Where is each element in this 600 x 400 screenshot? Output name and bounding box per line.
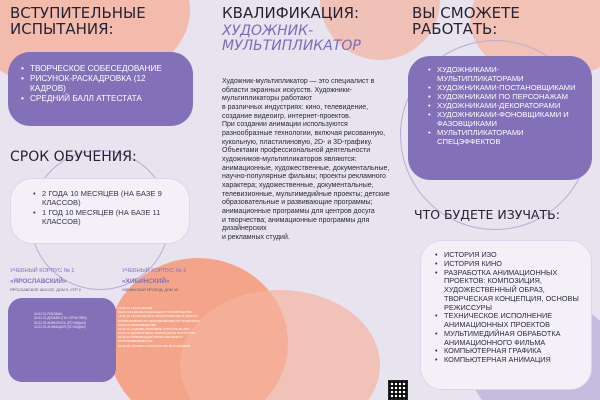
- study-duration-title: СРОК ОБУЧЕНИЯ:: [10, 149, 137, 165]
- qualification-title: КВАЛИФИКАЦИЯ:: [222, 4, 360, 22]
- study-subjects-card: [420, 240, 592, 390]
- entrance-exams-card: [8, 52, 193, 126]
- campus1-specialties: 42.02.01 РЕКЛАМА 54.02.01 ДИЗАЙН (ПО ОТРАСЛЯМ) 54.02.05 ЖИВОПИСЬ (ПО ВИДАМ) 42.02.02 АНИМАЦИЯ (ПО ВИДАМ): [34, 312, 87, 329]
- work-card: [408, 56, 592, 180]
- list-item: • ТЕХНИЧЕСКОЕ ИСПОЛНЕНИЕ АНИМАЦИОННЫХ ПРОЕКТОВ: [435, 312, 583, 330]
- entrance-exams-title: ВСТУПИТЕЛЬНЫЕ ИСПЫТАНИЯ:: [10, 4, 146, 38]
- list-item: • РАЗРАБОТКА АНИМАЦИОННЫХ ПРОЕКТОВ: КОМПОЗИЦИЯ, ХУДОЖЕСТВЕННЫЙ ОБРАЗ, ТВОРЧЕСКАЯ КОНЦЕПЦИЯ, ОСНОВЫ РЕЖИССУРЫ: [435, 269, 583, 313]
- study-duration-list: [33, 189, 179, 226]
- campus1-name: «ЯРОСЛАВСКИЙ»: [10, 278, 67, 285]
- campus2-address: ХИБИНСКИЙ ПРОЕЗД, ДОМ 10: [122, 288, 179, 292]
- entrance-exams-list: [21, 64, 183, 104]
- study-subjects-title: ЧТО БУДЕТЕ ИЗУЧАТЬ:: [414, 207, 560, 222]
- list-item: • РИСУНОК-РАСКАДРОВКА (12 КАДРОВ): [21, 74, 183, 94]
- list-item: • МУЛЬТИМЕДИЙНАЯ ОБРАБОТКА АНИМАЦИОННОГО ФИЛЬМА: [435, 330, 583, 348]
- work-title: ВЫ СМОЖЕТЕ РАБОТАТЬ:: [412, 4, 520, 38]
- qualification-description: Художник-мультипликатор — это специалист в области экранных искусств. Художники-мультипликаторы работают в различных индустриях: кино, телевидение, создание видеоигр, интернет-проектов. При создании анимации используются разнообразные технологии, включая рисованную, кукольную, пластилиновую, 2D- и 3D-графику. Объектами профессиональной деятельности художников-мультипликаторов являются: анимационные, художественные, документальные, научно-популярные фильмы; проекты рекламного характера; художественные, документальные, телевизионные, мультимедийные проекты; детские образовательные и развивающие программы; анимационные программы для центров досуга и творчества; анимационные программы для дизайнерских и рекламных студий.: [222, 78, 390, 242]
- list-item: • СРЕДНИЙ БАЛЛ АТТЕСТАТА: [21, 94, 183, 104]
- study-subjects-list: [435, 251, 583, 365]
- campus2-name: «ХИБИНСКИЙ»: [122, 278, 170, 285]
- list-item: • 2 ГОДА 10 МЕСЯЦЕВ (НА БАЗЕ 9 КЛАССОВ): [33, 189, 179, 208]
- qualification-name: ХУДОЖНИК- МУЛЬТИПЛИКАТОР: [222, 23, 361, 54]
- campus2-label: УЧЕБНЫЙ КОРПУС № 2: [122, 268, 187, 274]
- list-item: • ТВОРЧЕСКОЕ СОБЕСЕДОВАНИЕ: [21, 64, 183, 74]
- list-item: • КОМПЬЮТЕРНАЯ АНИМАЦИЯ: [435, 356, 583, 365]
- qr-code: [388, 380, 408, 400]
- campus1-label: УЧЕБНЫЙ КОРПУС № 1: [10, 268, 75, 274]
- list-item: • ИСТОРИЯ КИНО: [435, 260, 583, 269]
- campus1-specialties-card: [8, 298, 116, 382]
- campus2-specialties: 15.02.15 ТЕХНОЛОГИЯ МЕТАЛЛООБРАБАТЫВАЮЩЕГО ПРОИЗВОДСТВА 15.02.16 ТЕХНИЧЕСКОЕ ОБСЛУЖИВАНИЕ И РЕМОНТ ПРОМЫШЛЕННОГО ОБОРУДОВАНИЯ (ПО ОТРАСЛЯМ) 29.02.04 ПРОИЗВОДСТВО 35.02.12 САДОВО-ПАРКОВОЕ СТРОИТЕЛЬСТВО 54.02.02 ДЕКОРАТИВНО-ПРИКЛАДНОЕ ИСКУССТВО 09.02.07 ИНФОРМАЦИОННЫЕ СИСТЕМЫ И ПРОГРАММИРОВАНИЕ 54.02.08 ТЕХНИКА И ИСКУССТВО ФОТОГРАФИИ: [118, 306, 200, 348]
- list-item: • КОМПЬЮТЕРНАЯ ГРАФИКА: [435, 347, 583, 356]
- list-item: • ХУДОЖНИКАМИ-ДЕКОРАТОРАМИ: [428, 102, 584, 111]
- list-item: • ХУДОЖНИКАМИ ПО ПЕРСОНАЖАМ: [428, 93, 584, 102]
- study-duration-card: [10, 178, 190, 244]
- list-item: • ХУДОЖНИКАМИ-ФОНОВЩИКАМИ И ФАЗОВЩИКАМИ: [428, 111, 584, 129]
- work-list: [428, 66, 584, 147]
- list-item: • ХУДОЖНИКАМИ-МУЛЬТИПЛИКАТОРАМИ: [428, 66, 584, 84]
- list-item: • ХУДОЖНИКАМИ-ПОСТАНОВЩИКАМИ: [428, 84, 584, 93]
- campus2-specialties-card: [118, 296, 208, 386]
- list-item: • ИСТОРИЯ ИЗО: [435, 251, 583, 260]
- list-item: • 1 ГОД 10 МЕСЯЦЕВ (НА БАЗЕ 11 КЛАССОВ): [33, 208, 179, 227]
- campus1-address: ЯРОСЛАВСКОЕ ШОССЕ, ДОМ 5, СТР 2: [10, 288, 81, 292]
- list-item: • МУЛЬТИПЛИКАТОРАМИ СПЕЦЭФФЕКТОВ: [428, 129, 584, 147]
